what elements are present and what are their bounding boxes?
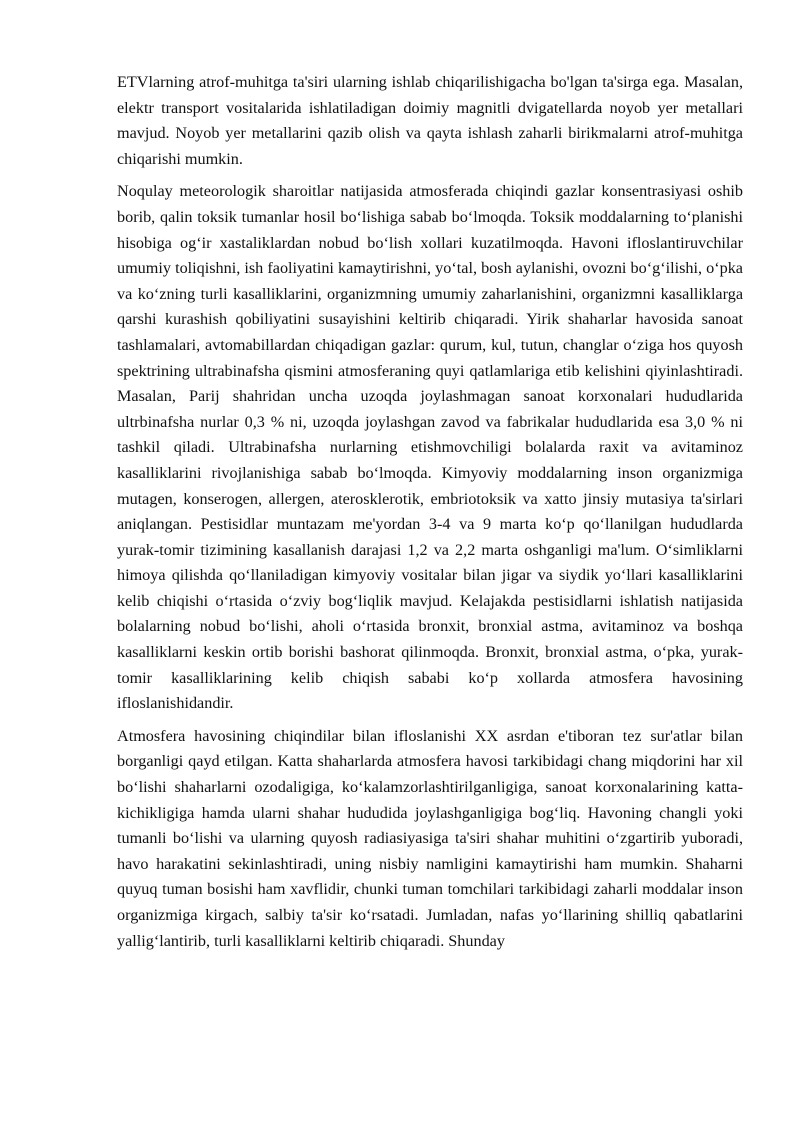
paragraph-3: Atmosfera havosining chiqindilar bilan ifloslanishi XX asrdan e'tiboran tez sur'atlar bilan borganligi qayd etilgan. Katta shaharlarda atmosfera havosi tarkibidagi chang miqdorini har xil bo‘lishi shaharlarni ozodaligiga, ko‘kalamzorlashtirilganligiga, sanoat korxonalarining katta-kichikligiga hamda ularni shahar hududida joylashganligiga bog‘liq. Havoning changli yoki tumanli bo‘lishi va ularning quyosh radiasiyasiga ta'siri shahar muhitini o‘zgartirib yuboradi, havo harakatini sekinlashtiradi, uning nisbiy namligini kamaytirishi ham mumkin. Shaharni quyuq tuman bosishi ham xavflidir, chunki tuman tomchilari tarkibidagi zaharli moddalar inson organizmiga kirgach, salbiy ta'sir ko‘rsatadi. Jumladan, nafas yo‘llarining shilliq qabatlarini yallig‘lantirib, turli kasalliklarni keltirib chiqaradi. Shunday (117, 726, 743, 950)
paragraph-1: ETVlarning atrof-muhitga ta'siri ularning ishlab chiqarilishigacha bo'lgan ta'sirga ega. Masalan, elektr transport vositalarida ishlatiladigan doimiy magnitli dvigatellarda noyob yer metallari mavjud. Noyob yer metallarini qazib olish va qayta ishlash zaharli birikmalarni atrof-muhitga chiqarishi mumkin. (117, 73, 743, 168)
paragraph-2: Noqulay meteorologik sharoitlar natijasida atmosferada chiqindi gazlar konsentrasiyasi oshib borib, qalin toksik tumanlar hosil bo‘lishiga sabab bo‘lmoqda. Toksik moddalarning to‘planishi hisobiga og‘ir xastaliklardan nobud bo‘lish xollari kuzatilmoqda. Havoni ifloslantiruvchilar umumiy toliqishni, ish faoliyatini kamaytirishni, yo‘tal, bosh aylanishi, ovozni bo‘g‘ilishi, o‘pka va ko‘zning turli kasalliklarini, organizmning umumiy zaharlanishini, organizmni kasalliklarga qarshi kurashish qobiliyatini susayishini keltirib chiqaradi. Yirik shaharlar havosida sanoat tashlamalari, avtomabillardan chiqadigan gazlar: qurum, kul, tutun, changlar o‘ziga hos quyosh spektrining ultrabinafsha qismini atmosferaning quyi qatlamlariga etib kelishini qiyinlashtiradi. Masalan, Parij shahridan uncha uzoqda joylashmagan sanoat korxonalari hududlarida ultrbinafsha nurlar 0,3 % ni, uzoqda joylashgan zavod va fabrikalar hududlarida esa 3,0 % ni tashkil qiladi. Ultrabinafsha nurlarning etishmovchiligi bolalarda raxit va avitaminoz kasalliklarini rivojlanishiga sabab bo‘lmoqda. Kimyoviy moddalarning inson organizmiga mutagen, konserogen, allergen, aterosklerotik, embriotoksik va xatto jinsiy mutasiya ta'sirlari aniqlangan. Pestisidlar muntazam me'yordan 3-4 va 9 marta ko‘p qo‘llanilgan hududlarda yurak-tomir tizimining kasallanish darajasi 1,2 va 2,2 marta oshganligi ma'lum. O‘simliklarni himoya qilishda qo‘llaniladigan kimyoviy vositalar bilan jigar va siydik yo‘llari kasalliklarini kelib chiqishi o‘rtasida o‘zviy bog‘liqlik mavjud. Kelajakda pestisidlarni ishlatish natijasida bolalarning nobud bo‘lishi, aholi o‘rtasida bronxit, bronxial astma, avitaminoz va boshqa kasalliklarni keskin ortib borishi bashorat qilinmoqda. Bronxit, bronxial astma, o‘pka, yurak-tomir kasalliklarining kelib chiqish sababi ko‘p xollarda atmosfera havosining ifloslanishidandir. (117, 182, 743, 713)
document-page (117, 70, 743, 961)
